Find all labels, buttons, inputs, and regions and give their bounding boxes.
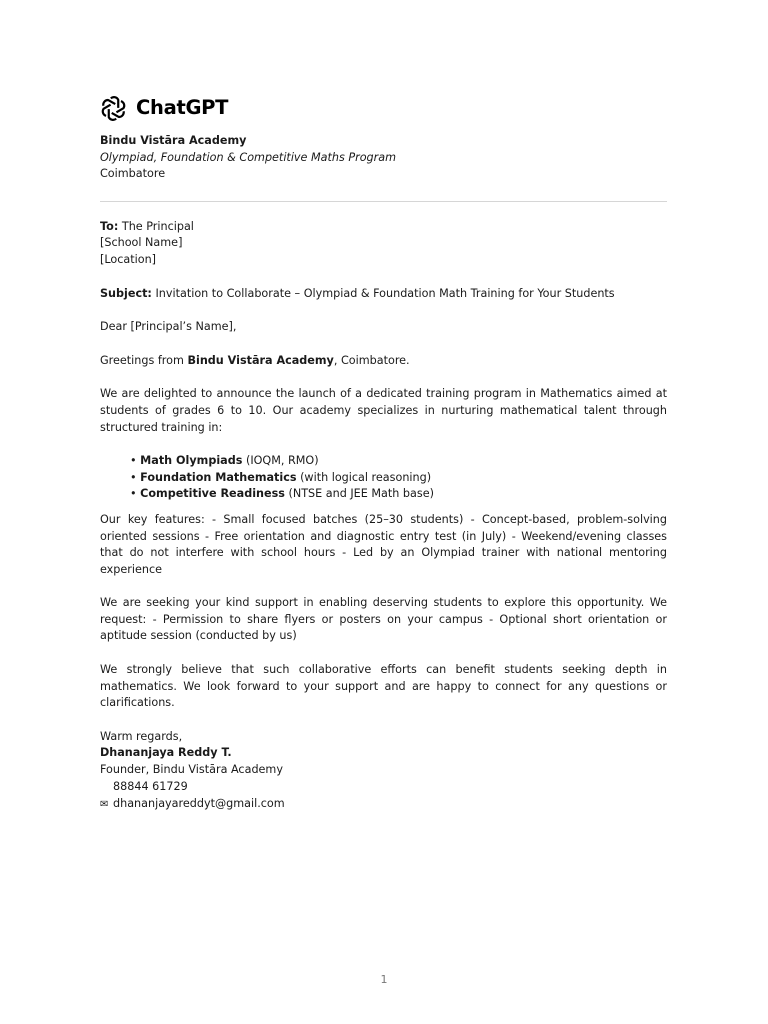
greeting-academy: Bindu Vistāra Academy (187, 353, 334, 367)
bullet-detail: (with logical reasoning) (296, 470, 432, 484)
bullet-detail: (IOQM, RMO) (242, 454, 319, 468)
subject-line (100, 286, 667, 303)
signoff-email-line (100, 796, 667, 814)
recipient-school: [School Name] (100, 236, 183, 250)
sender-city: Coimbatore (100, 167, 166, 181)
recipient-location: [Location] (100, 252, 157, 266)
subject-text: Invitation to Collaborate – Olympiad & Foundation Math Training for Your Students (151, 286, 615, 300)
signoff-name: Dhananjaya Reddy T. (100, 746, 232, 760)
salutation: Dear [Principal’s Name], (100, 320, 237, 334)
to-value: The Principal (118, 219, 194, 233)
list-item: • Math Olympiads (IOQM, RMO) (130, 454, 319, 468)
letter-body (100, 133, 667, 814)
bullet-detail: (NTSE and JEE Math base) (284, 487, 434, 501)
signoff-phone-line (100, 779, 667, 797)
bullet-title: Math Olympiads (140, 454, 243, 468)
recipient-block (100, 219, 667, 269)
signoff-title: Founder, Bindu Vistāra Academy (100, 763, 283, 777)
email-icon: ✉ (100, 799, 109, 811)
signature-block (100, 729, 667, 814)
phone-icon (100, 780, 113, 797)
bullet-title: Competitive Readiness (140, 487, 285, 501)
greeting (100, 353, 667, 370)
signoff-phone: 88844 61729 (113, 779, 188, 793)
signoff-email[interactable]: dhananjayareddyt@gmail.com (113, 797, 285, 811)
chatgpt-logo (100, 94, 228, 122)
signoff-regards: Warm regards, (100, 729, 183, 743)
recipient-to (100, 219, 667, 236)
program-list (100, 453, 667, 503)
list-item: • Foundation Mathematics (with logical reasoning) (130, 470, 432, 484)
page-number: 1 (380, 973, 388, 986)
openai-logo-icon (100, 95, 127, 122)
request-paragraph: We are seeking your kind support in enabling deserving students to explore this opportunity. We request: - Permission to share flyers or posters on your campus - Optional short orientation or aptitude session (conducted by us) (100, 596, 667, 643)
closing-paragraph: We strongly believe that such collaborative efforts can benefit students seeking depth in mathematics. We look forward to your support and are happy to connect for any questions or clarifications. (100, 663, 667, 710)
divider (100, 201, 667, 202)
intro-paragraph: We are delighted to announce the launch of a dedicated training program in Mathematics aimed at students of grades 6 to 10. Our academy specializes in nurturing mathematical talent through structured training in: (100, 387, 667, 434)
sender-academy: Bindu Vistāra Academy (100, 134, 247, 147)
bullet-title: Foundation Mathematics (140, 470, 297, 484)
brand-name: ChatGPT (136, 95, 229, 119)
greeting-suffix: , Coimbatore. (333, 353, 410, 367)
list-item: • Competitive Readiness (NTSE and JEE Math base) (130, 487, 434, 501)
sender-block (100, 133, 667, 183)
to-label: To: (100, 219, 119, 233)
sender-program: Olympiad, Foundation & Competitive Maths Program (100, 150, 396, 164)
features-paragraph: Our key features: - Small focused batches (25–30 students) - Concept-based, problem-solving oriented sessions - Free orientation and diagnostic entry test (in July) - Weekend/evening classes that do not interfere with school hours - Led by an Olympiad trainer with national mentoring experience (100, 512, 667, 576)
greeting-prefix: Greetings from (100, 353, 188, 367)
subject-label: Subject: (100, 286, 152, 300)
